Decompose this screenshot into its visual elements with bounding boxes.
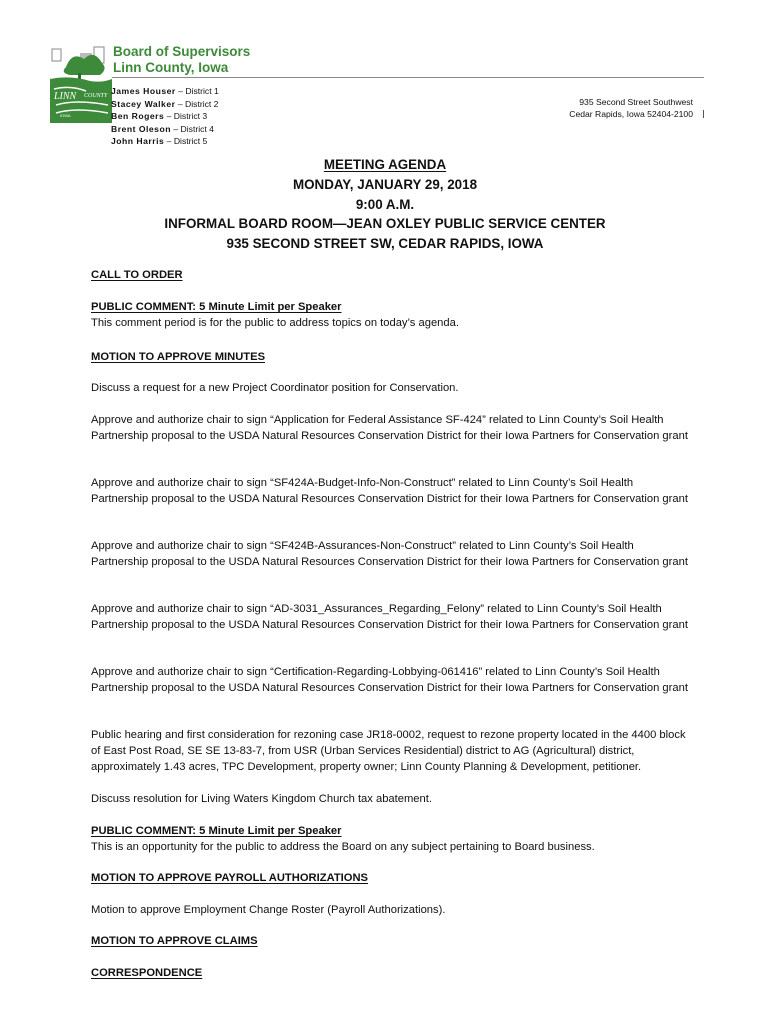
org-name-line2: Linn County, Iowa [113,60,229,75]
heading-time: 9:00 A.M. [355,196,415,212]
agenda-item-roster: Motion to approve Employment Change Roster (Payroll Authorizations). [91,904,446,916]
public-comment-1 [91,300,691,332]
public-comment-1-title: PUBLIC COMMENT: 5 Minute Limit per Speaker [91,301,342,313]
agenda-item-sf424b: Approve and authorize chair to sign “SF424B-Assurances-Non-Construct” related to Linn County’s Soil Health Partnership proposal to the USDA Natural Resources Conservation District for their Iowa Partners for Conservation grant [91,540,688,568]
board-member: James Houser – District 1 [111,86,219,96]
public-comment-1-text: This comment period is for the public to address topics on today’s agenda. [91,316,459,329]
public-comment-2-title: PUBLIC COMMENT: 5 Minute Limit per Speaker [91,825,342,837]
board-member: Brent Oleson – District 4 [111,123,214,134]
county-logo [50,45,112,123]
svg-text:IOWA: IOWA [60,113,71,118]
board-member: Ben Rogers – District 3 [111,111,208,122]
board-members [111,85,219,148]
board-member: Stacey Walker – District 2 [111,98,219,109]
motion-approve-payroll: MOTION TO APPROVE PAYROLL AUTHORIZATIONS [91,872,369,884]
agenda-item-abatement: Discuss resolution for Living Waters Kingdom Church tax abatement. [91,793,432,805]
agenda-item-sf424: Approve and authorize chair to sign “Application for Federal Assistance SF-424” related to Linn County’s Soil Health Partnership proposal to the USDA Natural Resources Conservation District for their Iowa Partners for Conservation grant [91,414,688,442]
org-name-line1: Board of Supervisors [113,44,251,59]
agenda-item-ad3031: Approve and authorize chair to sign “AD-3031_Assurances_Regarding_Felony” related to Linn County’s Soil Health Partnership proposal to the USDA Natural Resources Conservation District for their Iowa Partners for Conservation grant [91,603,688,631]
agenda-item-lobbying: Approve and authorize chair to sign “Certification-Regarding-Lobbying-061416” related to Linn County’s Soil Health Partnership proposal to the USDA Natural Resources Conservation District for their Iowa Partners for Conservation grant [91,666,688,694]
call-to-order: CALL TO ORDER [91,269,183,281]
board-member: John Harris – District 5 [111,136,208,147]
address-line2: Cedar Rapids, Iowa 52404-2100 [569,108,693,119]
office-address [569,97,693,120]
heading-date: MONDAY, JANUARY 29, 2018 [292,176,478,192]
agenda-item-sf424a: Approve and authorize chair to sign “SF424A-Budget-Info-Non-Construct” related to Linn County’s Soil Health Partnership proposal to the USDA Natural Resources Conservation District for their Iowa Partners for Conservation grant [91,477,688,505]
correspondence: CORRESPONDENCE [91,967,203,979]
public-comment-2-text: This is an opportunity for the public to address the Board on any subject pertaining to Board business. [91,840,595,853]
heading-location: INFORMAL BOARD ROOM—JEAN OXLEY PUBLIC SERVICE CENTER [164,216,606,232]
heading-title: MEETING AGENDA [323,157,447,172]
heading-address: 935 SECOND STREET SW, CEDAR RAPIDS, IOWA [226,236,544,252]
public-comment-2 [91,824,691,856]
agenda-heading [0,155,770,254]
svg-text:COUNTY: COUNTY [84,93,108,99]
motion-approve-minutes: MOTION TO APPROVE MINUTES [91,351,266,363]
address-divider [703,110,704,118]
agenda-item-conservation: Discuss a request for a new Project Coordinator position for Conservation. [91,382,459,394]
org-name [113,44,250,76]
letterhead-rule [112,77,704,78]
svg-text:LINN: LINN [54,91,77,102]
address-line1: 935 Second Street Southwest [579,97,693,107]
agenda-item-rezoning: Public hearing and first consideration for rezoning case JR18-0002, request to rezone property located in the 4400 block of East Post Road, SE SE 13-83-7, from USR (Urban Services Residential) district to AG (Agricultural) district, approximately 1.43 acres, TPC Development, property owner; Linn County Planning & Development, petitioner. [91,729,686,773]
motion-approve-claims: MOTION TO APPROVE CLAIMS [91,935,258,947]
